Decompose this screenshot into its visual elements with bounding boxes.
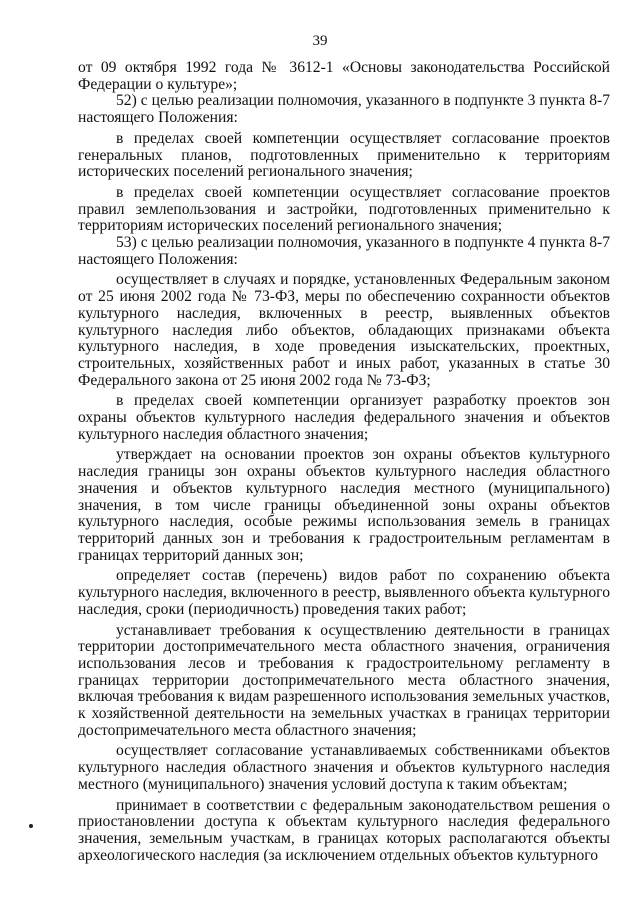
- paragraph: осуществляет в случаях и порядке, установленных Федеральным законом от 25 июня 2002 года № 73-ФЗ, меры по обеспечению сохранности объектов культурного наследия, включенных в реестр, выявленных объектов культурного наследия либо объектов, обладающих признаками объекта культурного наследия, в ходе проведения изыскательских, проектных, строительных, хозяйственных работ и иных работ, указанных в статье 30 Федерального закона от 25 июня 2002 года № 73-ФЗ;: [78, 271, 610, 389]
- paragraph: определяет состав (перечень) видов работ по сохранению объекта культурного наследия, включенного в реестр, выявленного объекта культурного наследия, сроки (периодичность) проведения таких работ;: [78, 567, 610, 618]
- page-number: 39: [312, 33, 328, 49]
- paragraph: 53) с целью реализации полномочия, указанного в подпункте 4 пункта 8-7 настоящего Положения:: [78, 234, 610, 268]
- paragraph: в пределах своей компетенции осуществляет согласование проектов правил землепользования и застройки, подготовленных применительно к территориям исторических поселений регионального значения;: [78, 183, 610, 235]
- paragraph: 52) с целью реализации полномочия, указанного в подпункте 3 пункта 8-7 настоящего Положения:: [78, 92, 610, 127]
- document-body: [78, 60, 610, 864]
- paragraph: в пределах своей компетенции организует разработку проектов зон охраны объектов культурного наследия федерального значения и объектов культурного наследия областного значения;: [78, 392, 610, 443]
- paragraph: утверждает на основании проектов зон охраны объектов культурного наследия границы зон охраны объектов культурного наследия областного значения и объектов культурного наследия местного (муниципального) значения, в том числе границы объединенной зоны охраны объектов культурного наследия, особые режимы использования земель в границах территорий данных зон и требования к градостроительным регламентам в границах территорий данных зон;: [78, 446, 610, 564]
- paragraph: осуществляет согласование устанавливаемых собственниками объектов культурного наследия областного значения и объектов культурного наследия местного (муниципального) значения условий доступа к таким объектам;: [78, 742, 610, 793]
- paragraph: устанавливает требования к осуществлению деятельности в границах территории достопримечательного места областного значения, ограничения использования лесов и требования к градостроительному регламенту в границах территории достопримечательного места областного значения, включая требования к видам разрешенного использования земельных участков, к хозяйственной деятельности на земельных участках в границах территории достопримечательного места областного значения;: [78, 621, 610, 739]
- paragraph: в пределах своей компетенции осуществляет согласование проектов генеральных планов, подготовленных применительно к территориям исторических поселений регионального значения;: [78, 129, 610, 181]
- paragraph: от 09 октября 1992 года № 3612-1 «Основы законодательства Российской Федерации о культуре»;: [78, 59, 610, 93]
- scan-speck: [29, 824, 33, 828]
- paragraph: принимает в соответствии с федеральным законодательством решения о приостановлении доступа к объектам культурного наследия федерального значения, земельным участкам, в границах которых располагаются объекты археологического наследия (за исключением отдельных объектов культурного: [78, 796, 610, 864]
